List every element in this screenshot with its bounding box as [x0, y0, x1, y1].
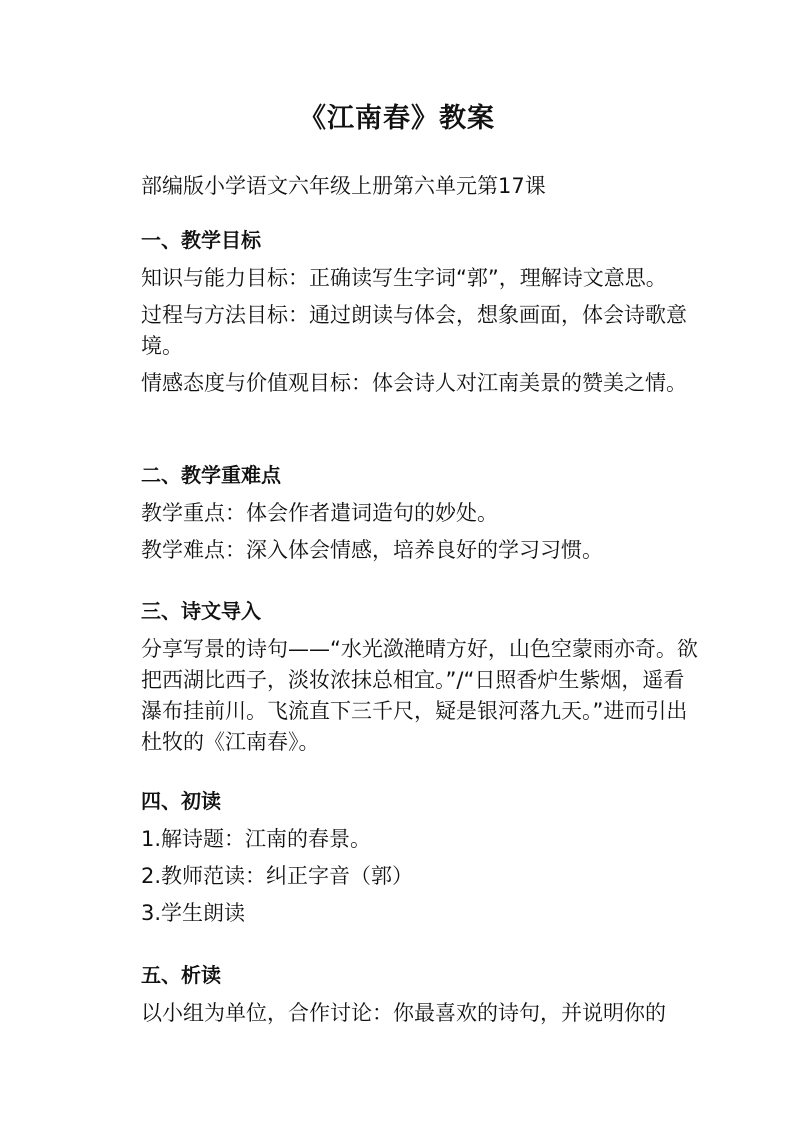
section-analysis-reading	[141, 960, 701, 1035]
paragraph: 情感态度与价值观目标：体会诗人对江南美景的赞美之情。	[141, 371, 687, 395]
paragraph: 过程与方法目标：通过朗读与体会，想象画面，体会诗歌意境。	[141, 303, 687, 358]
lesson-subtitle: 部编版小学语文六年级上册第六单元第17课	[141, 174, 546, 198]
list-item: 1.解诗题：江南的春景。	[141, 827, 372, 851]
list-item: 3.学生朗读	[141, 901, 246, 925]
paragraph: 教学难点：深入体会情感，培养良好的学习习惯。	[141, 538, 603, 562]
section-heading: 二、教学重难点	[141, 463, 281, 487]
paragraph: 知识与能力目标：正确读写生字词“郭”，理解诗文意思。	[141, 266, 667, 290]
page-title: 《江南春》教案	[299, 103, 495, 134]
section-teaching-goals	[141, 225, 701, 405]
section-introduction	[141, 596, 701, 764]
paragraph: 分享写景的诗句——“水光潋滟晴方好，山色空蒙雨亦奇。欲把西湖比西子，淡妆浓抹总相宜。”/“日照香炉生紫烟，遥看瀑布挂前川。飞流直下三千尺，疑是银河落九天。”进而引出杜牧的《江南春》。	[141, 637, 698, 754]
section-first-reading	[141, 786, 701, 935]
list-item: 2.教师范读：纠正字音（郭）	[141, 864, 414, 888]
section-key-points	[141, 460, 701, 572]
section-heading: 五、析读	[141, 963, 221, 987]
paragraph: 教学重点：体会作者遣词造句的妙处。	[141, 501, 498, 525]
section-heading: 四、初读	[141, 789, 221, 813]
section-heading: 三、诗文导入	[141, 599, 261, 623]
section-heading: 一、教学目标	[141, 228, 261, 252]
paragraph: 以小组为单位，合作讨论：你最喜欢的诗句，并说明你的	[141, 1001, 666, 1025]
